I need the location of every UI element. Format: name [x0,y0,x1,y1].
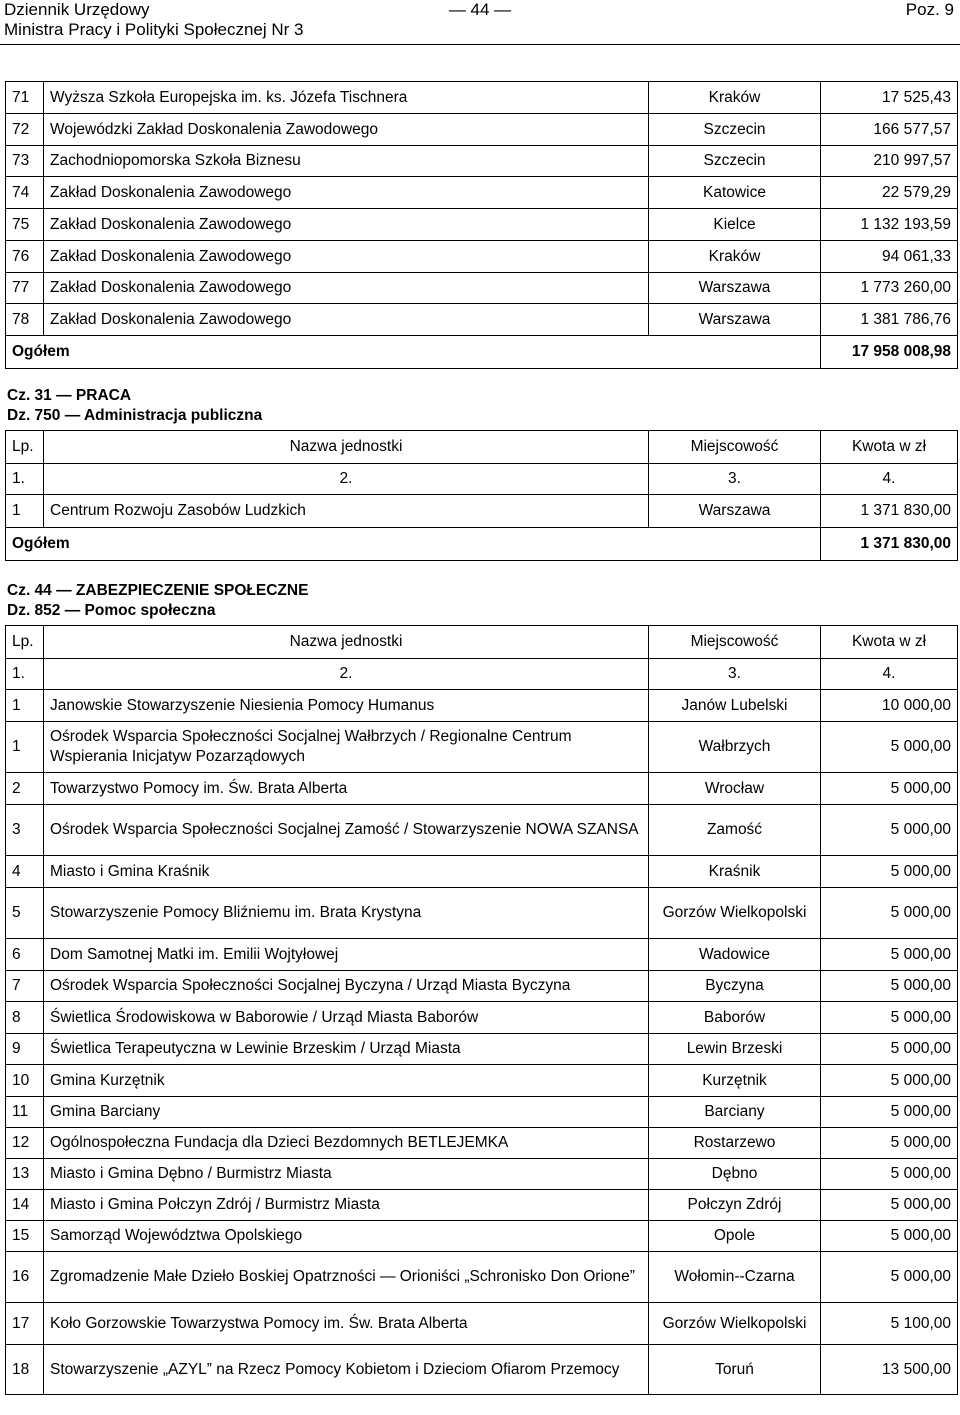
row-name-cell: Ośrodek Wsparcia Społeczności Socjalnej Wałbrzych / Regionalne Centrum Wspierania Inicjatyw Pozarządowych [44,722,649,773]
row-name-cell: Janowskie Stowarzyszenie Niesienia Pomocy Humanus [44,690,649,722]
row-amount-cell: 1 371 830,00 [821,495,958,528]
ministry-title: Ministra Pracy i Polityki Społecznej Nr 3 [4,20,304,39]
column-number-2: 2. [44,464,649,495]
column-number-2: 2. [44,659,649,690]
row-city-cell: Szczecin [649,114,821,146]
row-name-cell: Miasto i Gmina Dębno / Burmistrz Miasta [44,1159,649,1190]
row-name-cell: Wyższa Szkoła Europejska im. ks. Józefa Tischnera [44,82,649,114]
row-city-cell: Warszawa [649,304,821,336]
row-amount-cell: 5 000,00 [821,722,958,773]
row-lp-cell: 8 [6,1002,44,1034]
column-number-1: 1. [6,659,44,690]
table-row [6,1221,958,1252]
row-city-cell: Kraków [649,82,821,114]
row-city-cell: Janów Lubelski [649,690,821,722]
table-row [6,1345,958,1395]
row-name-cell: Zakład Doskonalenia Zawodowego [44,209,649,241]
row-amount-cell: 5 000,00 [821,1097,958,1128]
row-amount-cell: 5 000,00 [821,1002,958,1034]
row-name-cell: Stowarzyszenie Pomocy Bliźniemu im. Brata Krystyna [44,888,649,939]
row-name-cell: Koło Gorzowskie Towarzystwa Pomocy im. Św. Brata Alberta [44,1303,649,1345]
row-lp-cell: 13 [6,1159,44,1190]
row-amount-cell: 5 000,00 [821,1128,958,1159]
row-lp-cell: 75 [6,209,44,241]
column-number-row [6,659,958,690]
row-name-cell: Zgromadzenie Małe Dzieło Boskiej Opatrzności — Orioniści „Schronisko Don Orione” [44,1252,649,1303]
table-row [6,971,958,1002]
row-city-cell: Gorzów Wielkopolski [649,888,821,939]
total-label: Ogółem [6,528,821,561]
row-amount-cell: 5 000,00 [821,1252,958,1303]
total-amount: 1 371 830,00 [821,528,958,561]
total-row [6,528,958,561]
total-row [6,336,958,369]
table-row [6,1128,958,1159]
row-name-cell: Dom Samotnej Matki im. Emilii Wojtyłowej [44,939,649,971]
row-amount-cell: 1 132 193,59 [821,209,958,241]
column-number-4: 4. [821,464,958,495]
row-amount-cell: 17 525,43 [821,82,958,114]
column-header-lp: Lp. [6,431,44,464]
table-row [6,209,958,241]
row-lp-cell: 5 [6,888,44,939]
row-name-cell: Świetlica Środowiskowa w Baborowie / Urząd Miasta Baborów [44,1002,649,1034]
column-header-row [6,626,958,659]
row-name-cell: Ośrodek Wsparcia Społeczności Socjalnej Zamość / Stowarzyszenie NOWA SZANSA [44,805,649,856]
row-name-cell: Gmina Kurzętnik [44,1065,649,1097]
position-label: Poz. 9 [905,0,954,19]
part-heading-zabezpieczenie: Cz. 44 — ZABEZPIECZENIE SPOŁECZNE [7,582,309,599]
table-row [6,690,958,722]
row-amount-cell: 5 000,00 [821,971,958,1002]
column-header-name: Nazwa jednostki [44,431,649,464]
row-city-cell: Zamość [649,805,821,856]
row-name-cell: Miasto i Gmina Połczyn Zdrój / Burmistrz Miasta [44,1190,649,1221]
column-header-name: Nazwa jednostki [44,626,649,659]
row-lp-cell: 14 [6,1190,44,1221]
row-city-cell: Wałbrzych [649,722,821,773]
row-name-cell: Stowarzyszenie „AZYL” na Rzecz Pomocy Kobietom i Dzieciom Ofiarom Przemocy [44,1345,649,1395]
table-row [6,1190,958,1221]
row-name-cell: Ogólnospołeczna Fundacja dla Dzieci Bezdomnych BETLEJEMKA [44,1128,649,1159]
row-lp-cell: 1 [6,495,44,528]
row-lp-cell: 74 [6,177,44,209]
row-amount-cell: 10 000,00 [821,690,958,722]
row-city-cell: Kraków [649,241,821,273]
row-name-cell: Świetlica Terapeutyczna w Lewinie Brzeskim / Urząd Miasta [44,1034,649,1065]
row-lp-cell: 71 [6,82,44,114]
row-lp-cell: 17 [6,1303,44,1345]
row-city-cell: Warszawa [649,495,821,528]
row-city-cell: Baborów [649,1002,821,1034]
row-name-cell: Zachodniopomorska Szkoła Biznesu [44,146,649,177]
row-city-cell: Lewin Brzeski [649,1034,821,1065]
column-header-city: Miejscowość [649,431,821,464]
row-amount-cell: 5 000,00 [821,1190,958,1221]
table-row [6,856,958,888]
table-row [6,1252,958,1303]
row-city-cell: Wadowice [649,939,821,971]
row-amount-cell: 5 000,00 [821,888,958,939]
row-lp-cell: 4 [6,856,44,888]
row-lp-cell: 18 [6,1345,44,1395]
row-name-cell: Centrum Rozwoju Zasobów Ludzkich [44,495,649,528]
column-number-row [6,464,958,495]
row-lp-cell: 12 [6,1128,44,1159]
table-row [6,1065,958,1097]
table-row [6,114,958,146]
row-city-cell: Gorzów Wielkopolski [649,1303,821,1345]
row-lp-cell: 15 [6,1221,44,1252]
row-name-cell: Zakład Doskonalenia Zawodowego [44,273,649,304]
row-amount-cell: 5 100,00 [821,1303,958,1345]
column-number-4: 4. [821,659,958,690]
column-header-amount: Kwota w zł [821,626,958,659]
table-row [6,1002,958,1034]
total-amount: 17 958 008,98 [821,336,958,369]
table-row [6,273,958,304]
row-city-cell: Toruń [649,1345,821,1395]
row-lp-cell: 76 [6,241,44,273]
row-lp-cell: 2 [6,773,44,805]
table-row [6,82,958,114]
row-lp-cell: 3 [6,805,44,856]
row-name-cell: Zakład Doskonalenia Zawodowego [44,177,649,209]
table-row [6,177,958,209]
row-name-cell: Towarzystwo Pomocy im. Św. Brata Alberta [44,773,649,805]
division-heading-administracja: Dz. 750 — Administracja publiczna [7,407,263,424]
row-lp-cell: 78 [6,304,44,336]
row-city-cell: Dębno [649,1159,821,1190]
row-amount-cell: 5 000,00 [821,1065,958,1097]
row-lp-cell: 10 [6,1065,44,1097]
row-amount-cell: 5 000,00 [821,805,958,856]
table-row [6,773,958,805]
row-amount-cell: 5 000,00 [821,1159,958,1190]
table-row [6,1303,958,1345]
row-amount-cell: 5 000,00 [821,1034,958,1065]
column-header-amount: Kwota w zł [821,431,958,464]
row-lp-cell: 77 [6,273,44,304]
table-row [6,1097,958,1128]
zabezpieczenie-table [5,625,958,1395]
row-city-cell: Wrocław [649,773,821,805]
row-lp-cell: 1 [6,722,44,773]
table-row [6,495,958,528]
row-name-cell: Zakład Doskonalenia Zawodowego [44,241,649,273]
column-header-row [6,431,958,464]
row-city-cell: Wołomin--Czarna [649,1252,821,1303]
row-name-cell: Wojewódzki Zakład Doskonalenia Zawodowego [44,114,649,146]
row-lp-cell: 7 [6,971,44,1002]
table-row [6,939,958,971]
table-row [6,1034,958,1065]
row-amount-cell: 94 061,33 [821,241,958,273]
row-amount-cell: 5 000,00 [821,773,958,805]
row-city-cell: Opole [649,1221,821,1252]
row-amount-cell: 22 579,29 [821,177,958,209]
table-row [6,722,958,773]
row-amount-cell: 1 773 260,00 [821,273,958,304]
row-amount-cell: 1 381 786,76 [821,304,958,336]
row-lp-cell: 9 [6,1034,44,1065]
page-number: — 44 — [448,0,512,19]
row-city-cell: Połczyn Zdrój [649,1190,821,1221]
row-lp-cell: 73 [6,146,44,177]
column-header-lp: Lp. [6,626,44,659]
row-amount-cell: 210 997,57 [821,146,958,177]
row-amount-cell: 166 577,57 [821,114,958,146]
row-amount-cell: 5 000,00 [821,856,958,888]
row-city-cell: Byczyna [649,971,821,1002]
praca-table [5,430,958,561]
row-name-cell: Miasto i Gmina Kraśnik [44,856,649,888]
column-number-1: 1. [6,464,44,495]
total-label: Ogółem [6,336,821,369]
row-lp-cell: 6 [6,939,44,971]
table-row [6,241,958,273]
row-city-cell: Katowice [649,177,821,209]
column-number-3: 3. [649,659,821,690]
row-city-cell: Kraśnik [649,856,821,888]
row-city-cell: Kurzętnik [649,1065,821,1097]
row-city-cell: Rostarzewo [649,1128,821,1159]
row-name-cell: Ośrodek Wsparcia Społeczności Socjalnej Byczyna / Urząd Miasta Byczyna [44,971,649,1002]
row-lp-cell: 16 [6,1252,44,1303]
table-row [6,888,958,939]
row-lp-cell: 72 [6,114,44,146]
table-row [6,1159,958,1190]
table-row [6,805,958,856]
journal-title: Dziennik Urzędowy [4,0,150,19]
table-row [6,304,958,336]
row-lp-cell: 11 [6,1097,44,1128]
row-amount-cell: 13 500,00 [821,1345,958,1395]
row-city-cell: Barciany [649,1097,821,1128]
column-header-city: Miejscowość [649,626,821,659]
grants-table-continued [5,81,958,369]
part-heading-praca: Cz. 31 — PRACA [7,387,132,404]
header-rule [0,44,960,45]
row-lp-cell: 1 [6,690,44,722]
table-row [6,146,958,177]
division-heading-pomoc-spoleczna: Dz. 852 — Pomoc społeczna [7,602,216,619]
row-name-cell: Zakład Doskonalenia Zawodowego [44,304,649,336]
row-amount-cell: 5 000,00 [821,1221,958,1252]
column-number-3: 3. [649,464,821,495]
row-city-cell: Szczecin [649,146,821,177]
row-city-cell: Warszawa [649,273,821,304]
page-header [0,0,960,46]
row-name-cell: Gmina Barciany [44,1097,649,1128]
row-name-cell: Samorząd Województwa Opolskiego [44,1221,649,1252]
row-city-cell: Kielce [649,209,821,241]
row-amount-cell: 5 000,00 [821,939,958,971]
